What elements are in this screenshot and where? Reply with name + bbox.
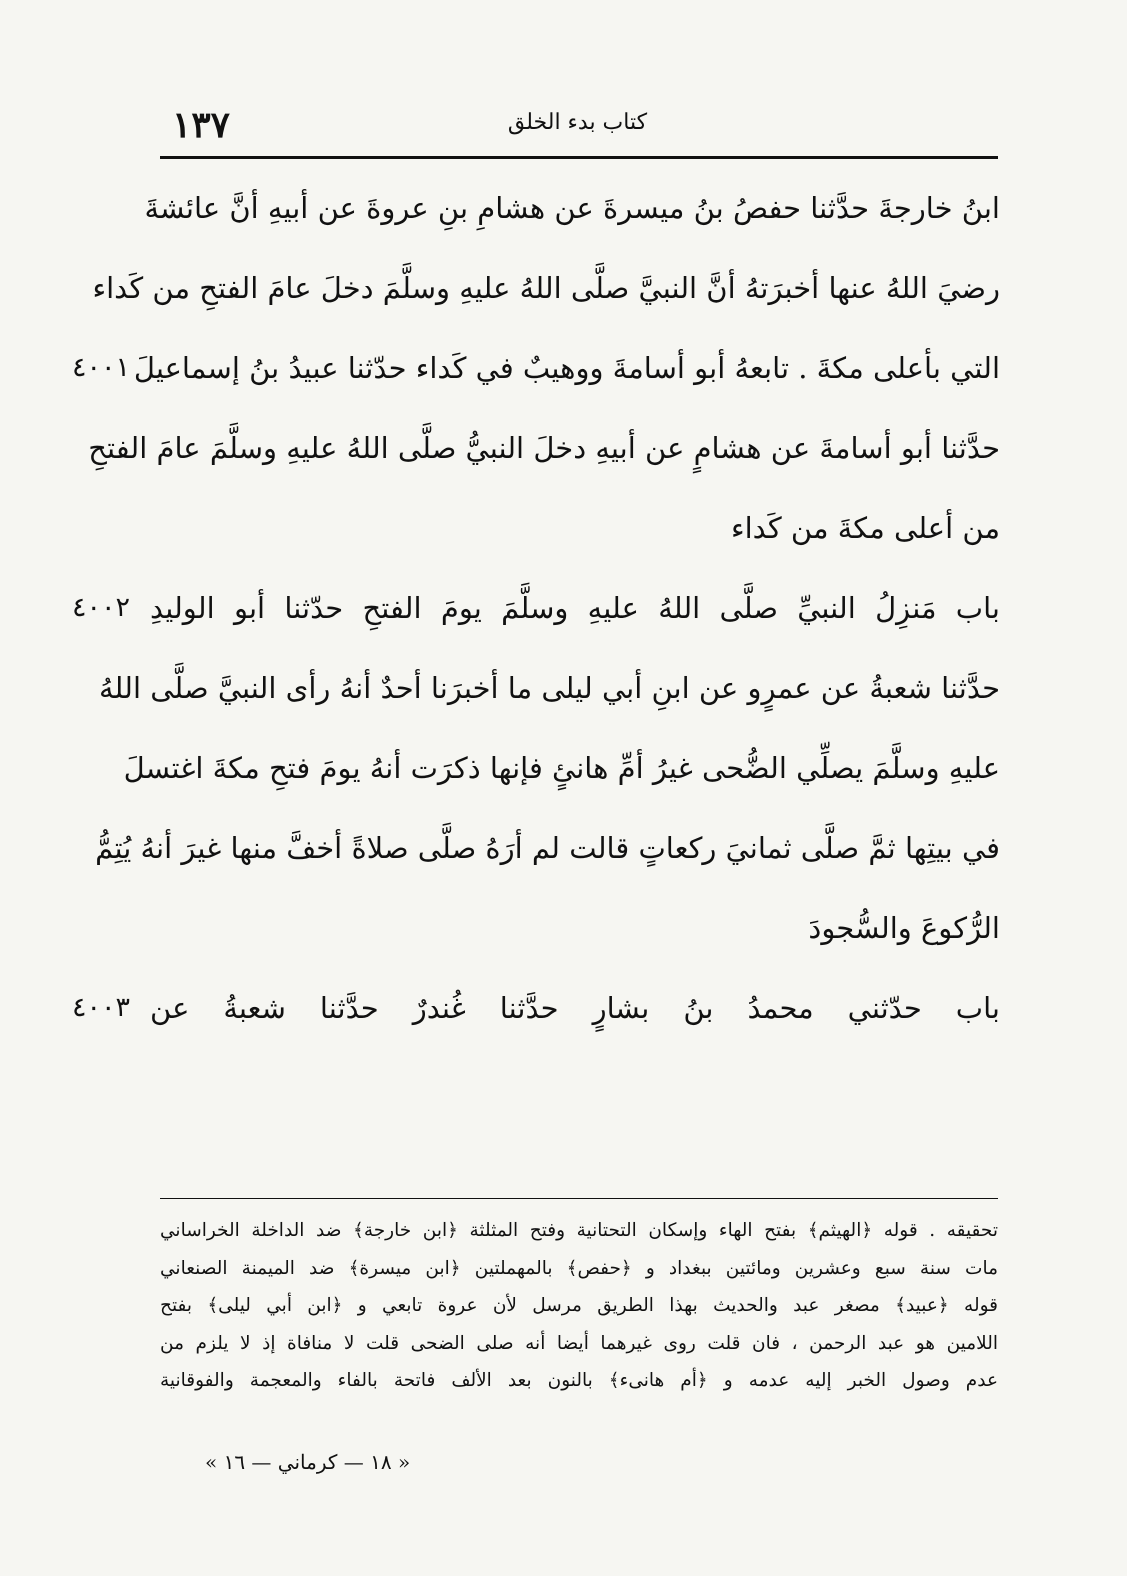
text-line [88,408,1000,488]
line-text: رضيَ اللهُ عنها أخبرَتهُ أنَّ النبيَّ صلَّى اللهُ عليهِ وسلَّمَ دخلَ عامَ الفتحِ من كَداء [92,271,1000,305]
line-text: في بيتِها ثمَّ صلَّى ثمانيَ ركعاتٍ قالت لم أرَهُ صلَّى صلاةً أخفَّ منها غيرَ أنهُ يُتِمُّ [95,831,1000,865]
footnote-line: عدم وصول الخبر إليه عدمه و ﴿أم هانىء﴾ بالنون بعد الألف فاتحة بالفاء والمعجمة والفوقانية [160,1370,998,1391]
line-text: باب مَنزِلُ النبيِّ صلَّى اللهُ عليهِ وسلَّمَ يومَ الفتحِ حدّثنا أبو الوليدِ [150,591,1000,625]
footnote-line: قوله ﴿عبيد﴾ مصغر عبد والحديث بهذا الطريق مرسل لأن عروة تابعي و ﴿ابن أبي ليلى﴾ بفتح [160,1295,998,1316]
line-text: حدَّثنا أبو أسامةَ عن هشامٍ عن أبيهِ دخلَ النبيُّ صلَّى اللهُ عليهِ وسلَّمَ عامَ الفتحِ [88,431,1000,465]
line-text: من أعلى مكةَ من كَداء [730,511,1000,545]
text-line [123,728,1000,808]
text-line [71,328,1000,408]
footnote-line: مات سنة سبع وعشرين ومائتين ببغداد و ﴿حفص﴾ بالمهملتين ﴿ابن ميسرة﴾ ضد الميمنة الصنعاني [160,1257,998,1279]
footnote-rule [160,1198,998,1199]
text-line [98,648,1000,728]
line-text: الرُّكوعَ والسُّجودَ [808,911,1000,945]
header-rule [160,156,998,159]
line-text: عليهِ وسلَّمَ يصلِّي الضُّحى غيرُ أمِّ هانئٍ فإنها ذكرَت أنهُ يومَ فتحِ مكةَ اغتسلَ [123,751,1000,785]
line-text: حدَّثنا شعبةُ عن عمرٍو عن ابنِ أبي ليلى ما أخبرَنا أحدٌ أنهُ رأى النبيَّ صلَّى اللهُ [98,671,1000,705]
running-title: كتاب بدء الخلق [507,110,648,135]
line-text: ابنُ خارجةَ حدَّثنا حفصُ بنُ ميسرةَ عن هشامِ بنِ عروةَ عن أبيهِ أنَّ عائشةَ [144,191,1000,225]
main-text [71,168,1000,1048]
text-line [150,488,1000,568]
line-text: باب حدّثني محمدُ بنُ بشارٍ حدَّثنا غُندرٌ حدَّثنا شعبةُ عن [150,991,1000,1025]
text-line [144,168,1000,248]
text-line [71,968,1000,1048]
hadith-number: ٤٠٠١ [71,352,130,383]
hadith-number: ٤٠٠٣ [71,992,130,1023]
page-number: ١٣٧ [172,104,231,146]
footnote-line: اللامين هو عبد الرحمن ، فان قلت روى غيرهما أيضا أنه صلى الضحى قلت لا منافاة إذ لا يلزم من [160,1332,998,1354]
footnotes [160,1212,998,1400]
line-text: التي بأعلى مكةَ . تابعهُ أبو أسامةَ ووهيبٌ في كَداء حدّثنا عبيدُ بنُ إسماعيلَ [133,351,1000,385]
printer-signature: « ١٨ — كرماني — ١٦ » [205,1450,411,1474]
text-line [71,568,1000,648]
text-line [95,808,1000,888]
hadith-number: ٤٠٠٢ [71,592,130,623]
text-line [92,248,1000,328]
page-header [160,100,995,152]
footnote-line: تحقيقه . قوله ﴿الهيثم﴾ بفتح الهاء وإسكان التحتانية وفتح المثلثة ﴿ابن خارجة﴾ ضد الداخلة الخراساني [160,1220,998,1241]
text-line [150,888,1000,968]
